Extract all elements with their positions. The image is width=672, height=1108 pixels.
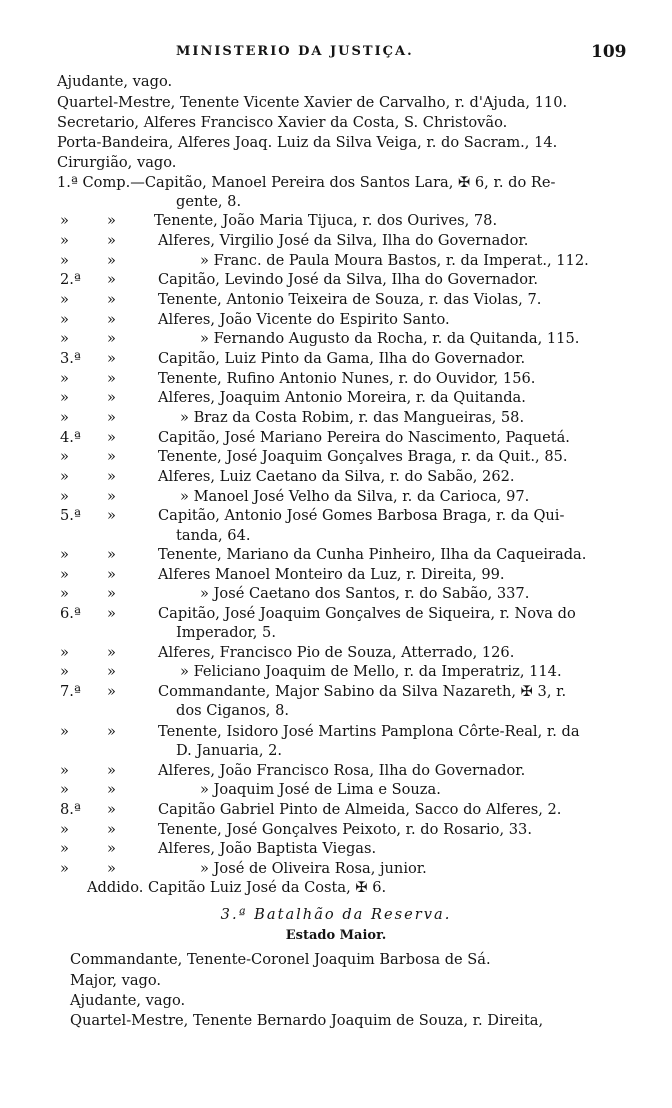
company-number: 6.ª: [60, 605, 81, 622]
company-entry: Alferes, João Francisco Rosa, Ilha do Governador.: [158, 762, 526, 779]
company-entry: Capitão, José Joaquim Gonçalves de Siqueira, r. Nova do: [158, 605, 576, 622]
ditto-mark: »: [107, 683, 116, 700]
company-number: 4.ª: [60, 429, 81, 446]
company-entry: Capitão Gabriel Pinto de Almeida, Sacco do Alferes, 2.: [158, 801, 562, 818]
company-entry: Alferes, Francisco Pio de Souza, Atterrado, 126.: [158, 644, 515, 661]
ditto-mark: »: [107, 585, 116, 602]
ditto-mark: »: [60, 232, 69, 249]
company-entry: Alferes, Luiz Caetano da Silva, r. do Sabão, 262.: [158, 468, 515, 485]
reserve-line: Commandante, Tenente-Coronel Joaquim Barbosa de Sá.: [70, 951, 491, 968]
company-entry: » Feliciano Joaquim de Mello, r. da Imperatriz, 114.: [180, 663, 562, 680]
ditto-mark: »: [107, 781, 116, 798]
ditto-mark: »: [107, 409, 116, 426]
company-entry: » Braz da Costa Robim, r. das Mangueiras, 58.: [180, 409, 525, 426]
ditto-mark: »: [107, 291, 116, 308]
company-entry: » Joaquim José de Lima e Souza.: [200, 781, 441, 798]
company-entry: Tenente, Rufino Antonio Nunes, r. do Ouvidor, 156.: [158, 370, 536, 387]
company-number: 8.ª: [60, 801, 81, 818]
ditto-mark: »: [60, 330, 69, 347]
ditto-mark: »: [60, 468, 69, 485]
company-number: 2.ª: [60, 271, 81, 288]
company-entry: Capitão, José Mariano Pereira do Nascimento, Paquetá.: [158, 429, 570, 446]
ditto-mark: »: [107, 271, 116, 288]
ditto-mark: »: [107, 370, 116, 387]
ditto-mark: »: [107, 429, 116, 446]
company-entry: Alferes, Virgilio José da Silva, Ilha do Governador.: [158, 232, 529, 249]
ditto-mark: »: [107, 605, 116, 622]
ditto-mark: »: [60, 566, 69, 583]
staff-line: Quartel-Mestre, Tenente Vicente Xavier de Carvalho, r. d'Ajuda, 110.: [57, 94, 568, 111]
staff-line: Porta-Bandeira, Alferes Joaq. Luiz da Silva Veiga, r. do Sacram., 14.: [57, 134, 558, 151]
ditto-mark: »: [60, 860, 69, 877]
ditto-mark: »: [60, 663, 69, 680]
company-entry: » Fernando Augusto da Rocha, r. da Quitanda, 115.: [200, 330, 580, 347]
ditto-mark: »: [60, 821, 69, 838]
company-row-cont: D. Januaria, 2.: [176, 742, 283, 759]
section-subtitle: Estado Maior.: [285, 928, 387, 943]
ditto-mark: »: [107, 468, 116, 485]
ditto-mark: »: [107, 546, 116, 563]
ditto-mark: »: [60, 762, 69, 779]
reserve-line: Quartel-Mestre, Tenente Bernardo Joaquim de Souza, r. Direita,: [70, 1012, 544, 1029]
ditto-mark: »: [107, 212, 116, 229]
page-header: [0, 44, 672, 66]
company-row-cont: tanda, 64.: [176, 527, 251, 544]
staff-line: Ajudante, vago.: [57, 73, 173, 90]
ditto-mark: »: [60, 644, 69, 661]
ditto-mark: »: [107, 566, 116, 583]
ditto-mark: »: [60, 448, 69, 465]
company-number: 7.ª: [60, 683, 81, 700]
company-entry: Tenente, José Joaquim Gonçalves Braga, r. da Quit., 85.: [158, 448, 568, 465]
company-entry: Tenente, Mariano da Cunha Pinheiro, Ilha da Caqueirada.: [158, 546, 587, 563]
ditto-mark: »: [60, 252, 69, 269]
reserve-line: Major, vago.: [70, 972, 162, 989]
ditto-mark: »: [60, 723, 69, 740]
company-entry: Alferes, Joaquim Antonio Moreira, r. da Quitanda.: [158, 389, 526, 406]
company-entry: » José Caetano dos Santos, r. do Sabão, 337.: [200, 585, 530, 602]
ditto-mark: »: [107, 448, 116, 465]
ditto-mark: »: [107, 330, 116, 347]
ditto-mark: »: [60, 488, 69, 505]
ditto-mark: »: [107, 507, 116, 524]
ditto-mark: »: [60, 291, 69, 308]
ditto-mark: »: [60, 389, 69, 406]
company-entry: Alferes, João Baptista Viegas.: [158, 840, 377, 857]
company-entry: Tenente, José Gonçalves Peixoto, r. do Rosario, 33.: [158, 821, 532, 838]
ditto-mark: »: [60, 585, 69, 602]
company-entry: » Franc. de Paula Moura Bastos, r. da Imperat., 112.: [200, 252, 589, 269]
company-entry: Capitão, Antonio José Gomes Barbosa Braga, r. da Qui-: [158, 507, 565, 524]
ditto-mark: »: [60, 311, 69, 328]
company-row-cont: dos Ciganos, 8.: [176, 702, 290, 719]
company-entry: » Manoel José Velho da Silva, r. da Carioca, 97.: [180, 488, 530, 505]
company-number: 1.ª Comp.—: [57, 174, 145, 191]
staff-line: Cirurgião, vago.: [57, 154, 177, 171]
company-number: 5.ª: [60, 507, 81, 524]
reserve-line: Ajudante, vago.: [70, 992, 186, 1009]
company-entry: Tenente, Antonio Teixeira de Souza, r. das Violas, 7.: [158, 291, 542, 308]
ditto-mark: »: [107, 860, 116, 877]
company-entry: Tenente, João Maria Tijuca, r. dos Ourives, 78.: [154, 212, 498, 229]
ditto-mark: »: [107, 488, 116, 505]
running-title: MINISTERIO DA JUSTIÇA.: [176, 44, 414, 59]
company-entry: Tenente, Isidoro José Martins Pamplona Côrte-Real, r. da: [158, 723, 580, 740]
ditto-mark: »: [107, 311, 116, 328]
ditto-mark: »: [107, 232, 116, 249]
company-entry: Capitão, Levindo José da Silva, Ilha do Governador.: [158, 271, 539, 288]
ditto-mark: »: [60, 409, 69, 426]
ditto-mark: »: [107, 762, 116, 779]
ditto-mark: »: [60, 370, 69, 387]
company-entry: Alferes Manoel Monteiro da Luz, r. Direita, 99.: [158, 566, 505, 583]
company-entry: Capitão, Manoel Pereira dos Santos Lara, ✠ 6, r. do Re-: [144, 174, 556, 191]
company-entry: Capitão, Luiz Pinto da Gama, Ilha do Governador.: [158, 350, 526, 367]
company-number: 3.ª: [60, 350, 81, 367]
company-entry: Commandante, Major Sabino da Silva Nazareth, ✠ 3, r.: [158, 683, 567, 700]
ditto-mark: »: [107, 350, 116, 367]
company-entry: » José de Oliveira Rosa, junior.: [200, 860, 427, 877]
company-row-cont: Imperador, 5.: [176, 624, 276, 641]
ditto-mark: »: [107, 644, 116, 661]
ditto-mark: »: [107, 723, 116, 740]
ditto-mark: »: [107, 252, 116, 269]
ditto-mark: »: [107, 801, 116, 818]
ditto-mark: »: [60, 840, 69, 857]
page-number: 109: [591, 42, 627, 62]
ditto-mark: »: [107, 663, 116, 680]
ditto-mark: »: [107, 821, 116, 838]
ditto-mark: »: [107, 840, 116, 857]
ditto-mark: »: [60, 212, 69, 229]
addido-line: Addido. Capitão Luiz José da Costa, ✠ 6.: [87, 879, 387, 896]
company-entry: Alferes, João Vicente do Espirito Santo.: [158, 311, 450, 328]
staff-line: Secretario, Alferes Francisco Xavier da Costa, S. Christovão.: [57, 114, 508, 131]
ditto-mark: »: [107, 389, 116, 406]
company-row-cont: gente, 8.: [176, 193, 242, 210]
ditto-mark: »: [60, 781, 69, 798]
section-title: 3.ª Batalhão da Reserva.: [220, 906, 452, 923]
company-row: [57, 173, 555, 193]
ditto-mark: »: [60, 546, 69, 563]
